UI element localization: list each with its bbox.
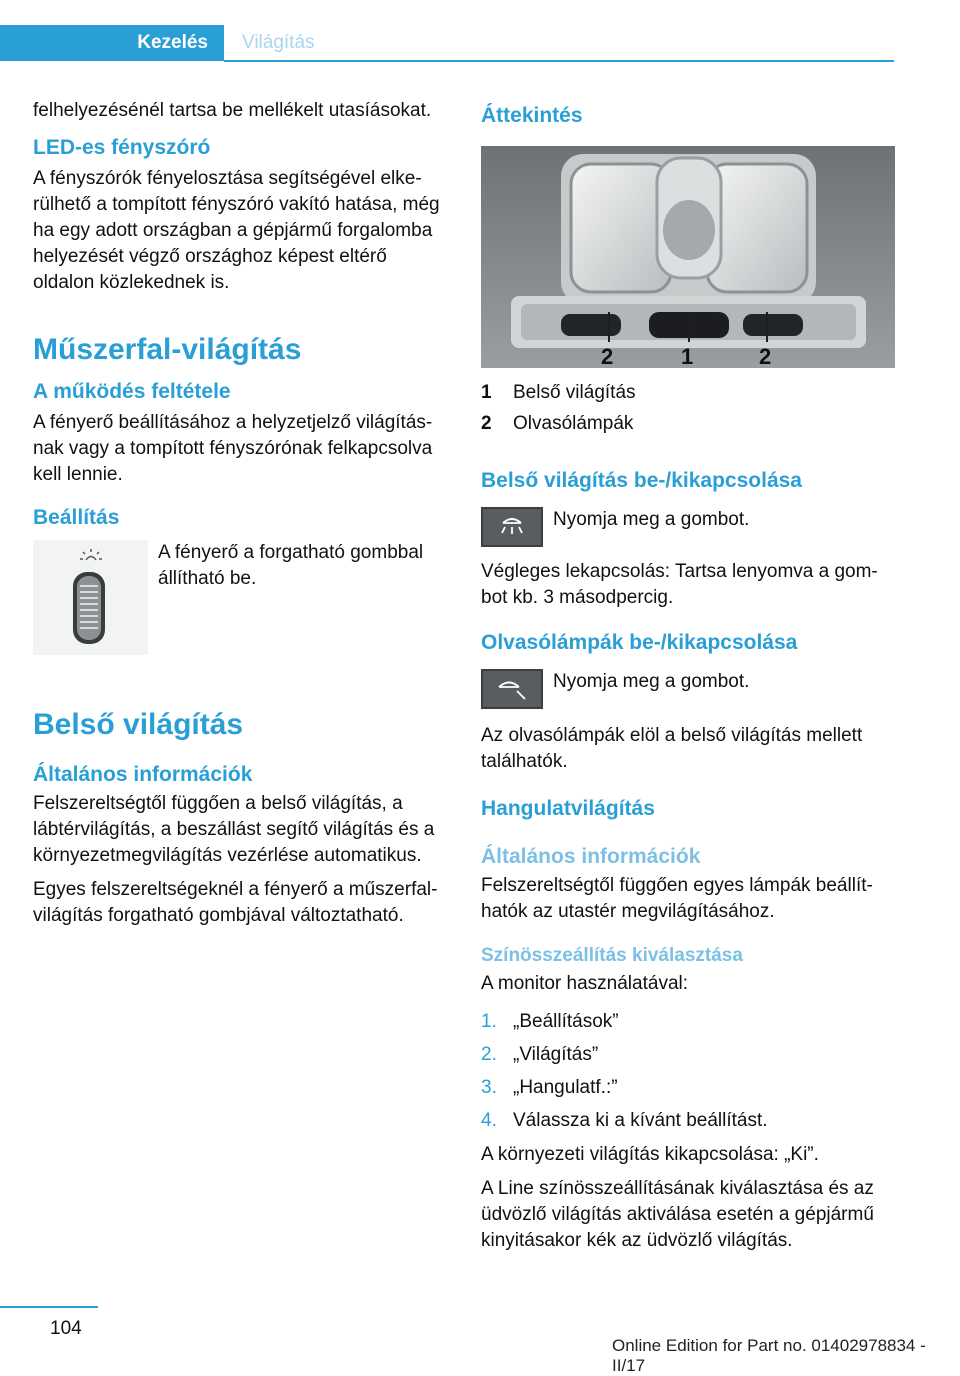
szin-text: A monitor használatával: (481, 973, 689, 994)
led-heading: LED-es fényszóró (33, 136, 211, 159)
belso-heading: Belső világítás (33, 708, 244, 741)
list-item: 2. „Világítás” (481, 1044, 599, 1065)
image-label-left: 2 (601, 344, 614, 368)
image-label-right: 2 (759, 344, 772, 368)
attekintes-heading: Áttekintés (481, 104, 583, 127)
list-item: 3. „Hangulatf.:” (481, 1077, 618, 1098)
left-column (33, 94, 448, 929)
altalanos-text-1: Felszereltségtől függően a belső világítás, a lábtérvilágítás, a beszállást segítő világítás és a környezetmegvilágítás vezérlése automatikus. (33, 793, 435, 866)
altalanos-text-2: Egyes felszereltségeknél a fényerő a műszerfal-világítás forgatható gombjával változtatható. (33, 879, 438, 926)
mukodes-heading: A működés feltétele (33, 380, 231, 403)
altalanos-heading: Általános információk (33, 763, 253, 786)
kikapcs-text: A környezeti világítás kikapcsolása: „Ki”. (481, 1144, 819, 1165)
szin-heading: Színösszeállítás kiválasztása (481, 945, 743, 966)
reading-light-button[interactable] (481, 669, 543, 709)
list-item: 4. Válassza ki a kívánt beállítást. (481, 1110, 768, 1131)
vegleges-text: Végleges lekapcsolás: Tartsa lenyomva a gombot kb. 3 másodpercig. (481, 561, 878, 608)
olvaso-heading: Olvasólámpák be-/kikapcsolása (481, 631, 798, 654)
topic-tab[interactable]: Világítás (242, 32, 315, 53)
muszerfal-heading: Műszerfal-világítás (33, 333, 302, 366)
overhead-console-image (481, 146, 895, 368)
hangulat-altalanos-heading: Általános információk (481, 845, 701, 868)
list-item: 1. „Beállítások” (481, 1011, 619, 1032)
footer-rule (0, 1306, 98, 1308)
intro-text: felhelyezésénél tartsa be mellékelt utasíásokat. (33, 100, 432, 121)
legend-item: 1 Belső világítás (481, 382, 636, 403)
beallitas-row (33, 540, 448, 655)
beallitas-heading: Beállítás (33, 506, 120, 529)
section-tab[interactable]: Kezelés (0, 25, 224, 61)
interior-light-button[interactable] (481, 507, 543, 547)
belso-switch-text: Nyomja meg a gombot. (553, 509, 750, 530)
belso-switch-row (481, 507, 896, 547)
right-column (481, 94, 896, 1254)
header-rule (224, 60, 894, 62)
belso-switch-heading: Belső világítás be-/kikapcsolása (481, 469, 802, 492)
olvaso-text: Nyomja meg a gombot. (553, 671, 750, 692)
olvaso-row (481, 669, 896, 709)
image-label-center: 1 (681, 344, 694, 368)
olvaso-pos-text: Az olvasólámpák elöl a belső világítás mellett találhatók. (481, 725, 863, 772)
line-text: A Line színösszeállításának kiválasztása és az üdvözlő világítás aktiválása esetén a gépjármű kinyitásakor kék az üdvözlő világítás. (481, 1178, 874, 1251)
edition-text: Online Edition for Part no. 01402978834 - II/17 (612, 1336, 926, 1375)
hangulat-heading: Hangulatvilágítás (481, 797, 655, 820)
legend-item: 2 Olvasólámpák (481, 413, 634, 434)
mukodes-text: A fényerő beállításához a helyzetjelző világításnak vagy a tompított fényszórónak felkapcsolva kell lennie. (33, 412, 433, 485)
hangulat-altalanos-text: Felszereltségtől függően egyes lámpák beállíthatók az utastér megvilágításához. (481, 875, 873, 922)
beallitas-text: A fényerő a forgatható gombbal állítható be. (158, 542, 424, 589)
thumbwheel-illustration (33, 540, 148, 655)
led-text: A fényszórók fényelosztása segítségével elkerülhető a tompított fényszóró vakító hatása, még ha egy adott országban a gépjármű forgalomba helyezését végző országhoz képest eltérő oldalon közlekednek is. (33, 168, 440, 293)
page-number: 104 (50, 1318, 82, 1339)
